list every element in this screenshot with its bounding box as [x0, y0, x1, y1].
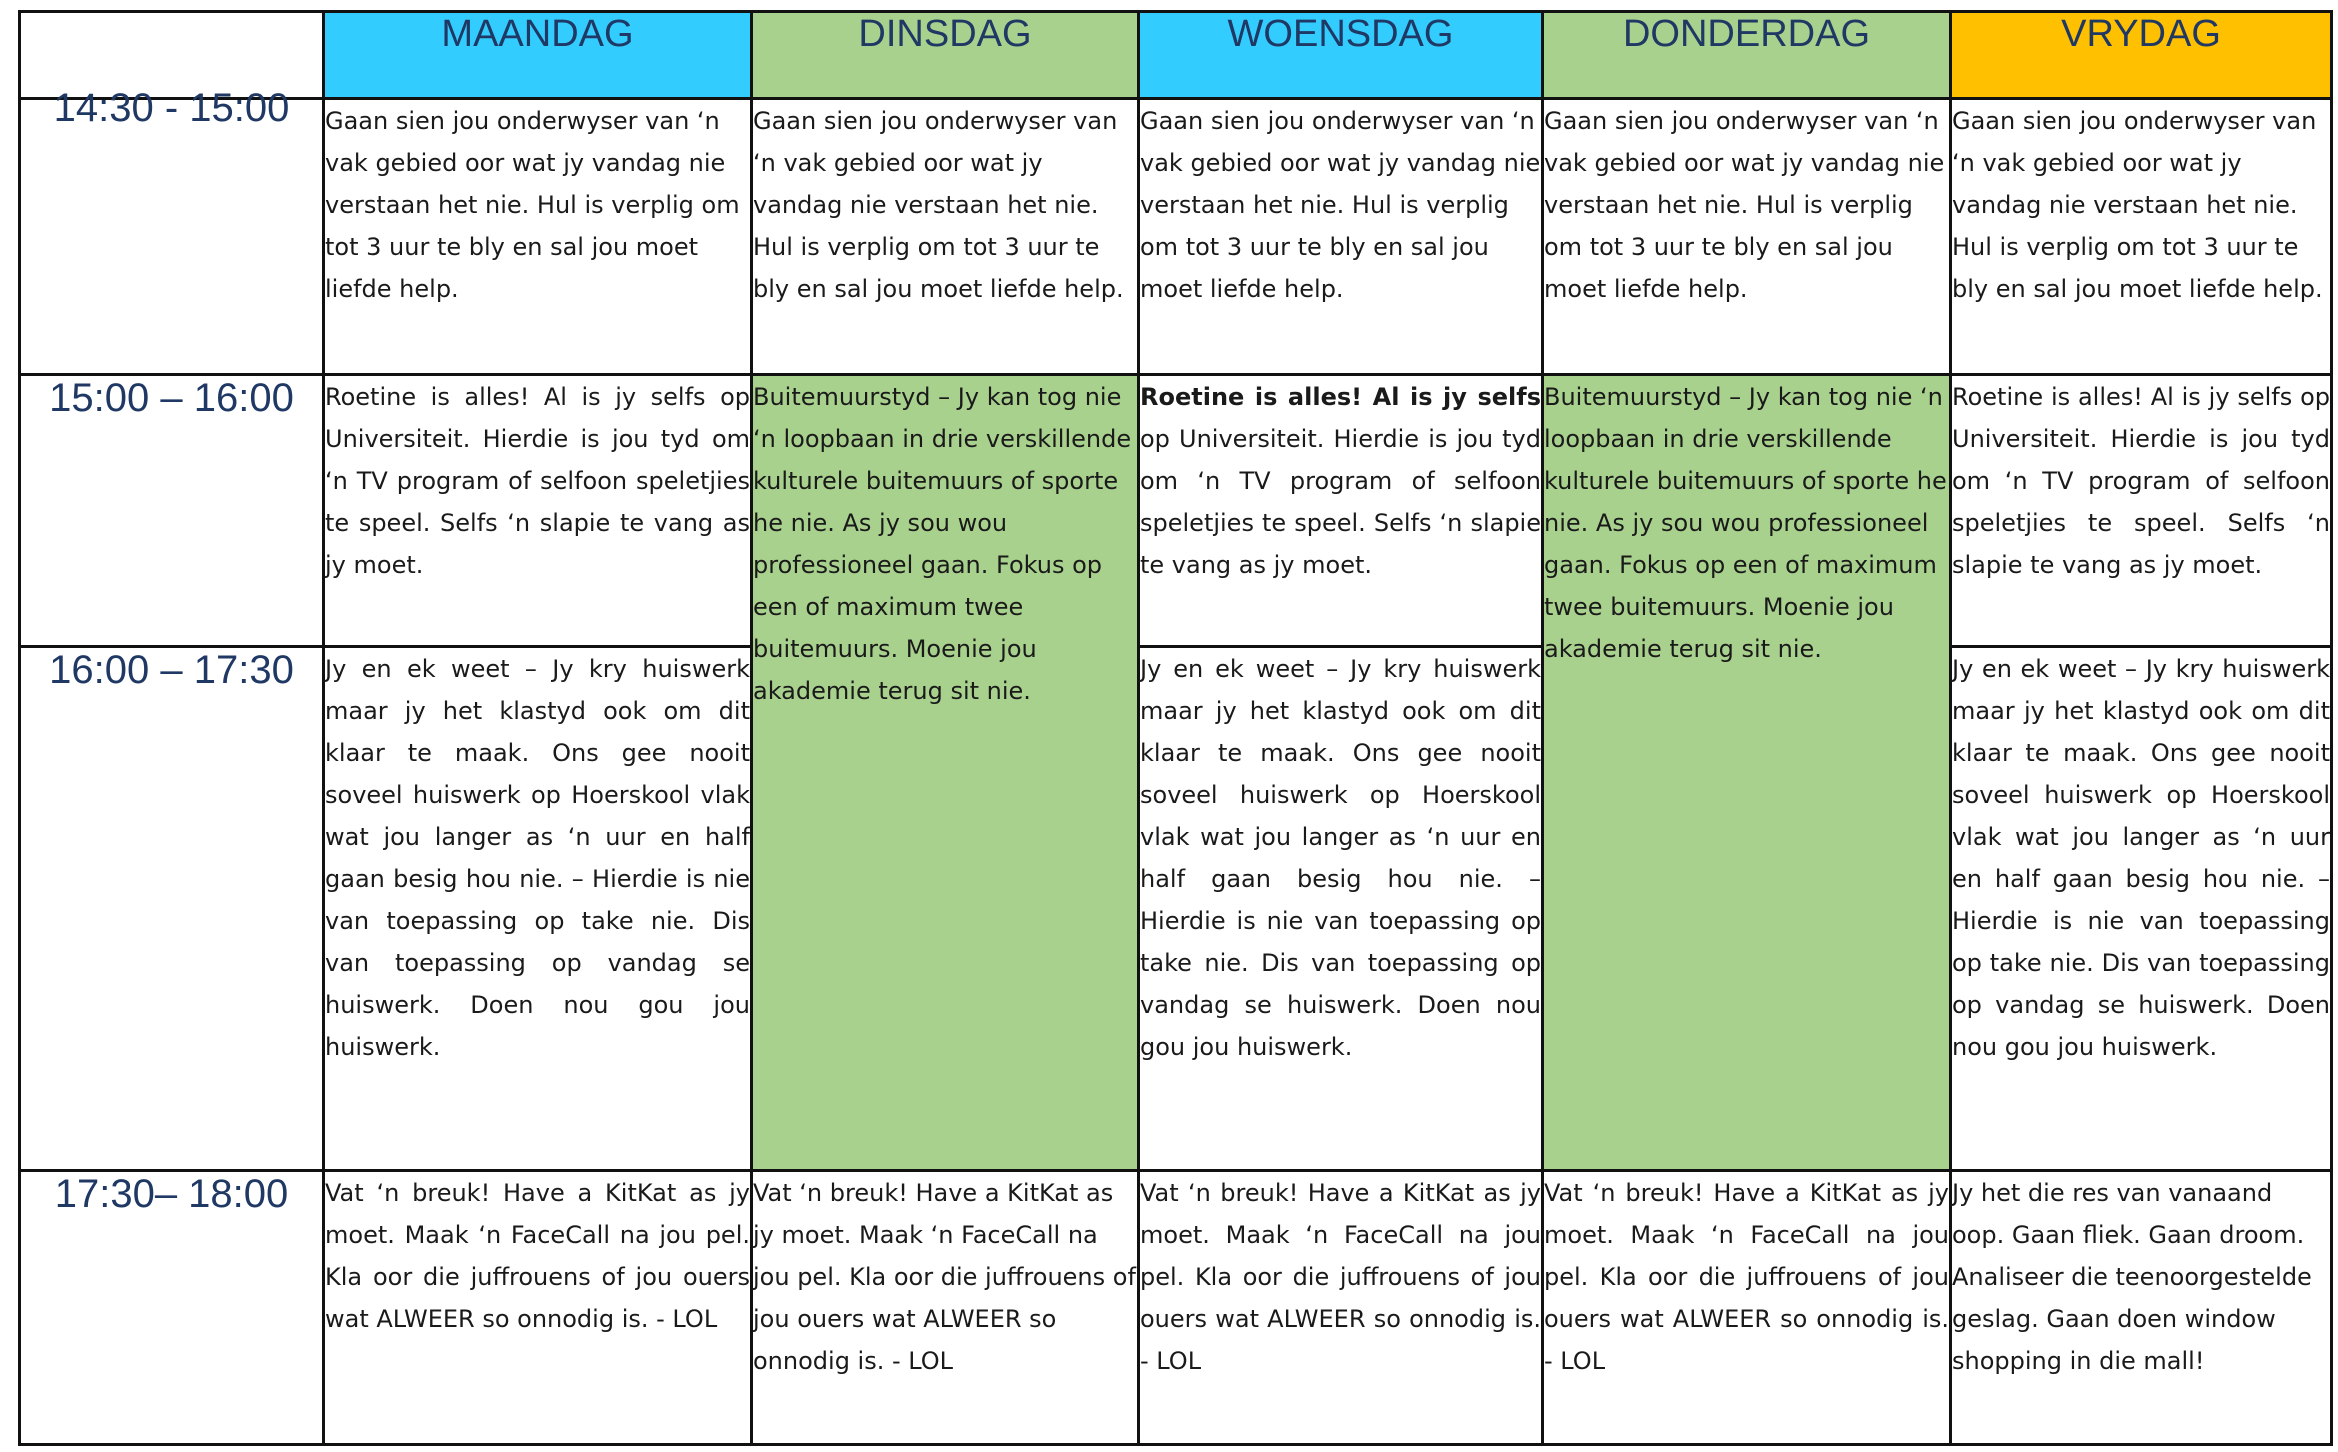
activity-cell-dinsdag-extramural: Buitemuurstyd – Jy kan tog nie ‘n loopbaan in drie verskillende kulturele buitemuurs of sporte he nie. As jy sou wou professioneel gaan. Fokus op een of maximum twee buitemuurs. Moenie jou akademie terug sit nie. [752, 375, 1139, 1171]
day-header-donderdag: DONDERDAG [1543, 12, 1951, 99]
time-slot-label [20, 86, 324, 375]
activity-cell-maandag: Jy en ek weet – Jy kry huiswerk maar jy het klastyd ook om dit klaar te maak. Ons gee nooit soveel huiswerk op Hoerskool vlak wat jou langer as ‘n uur en half gaan besig hou nie. – Hierdie is nie van toepassing op take nie. Dis van toepassing op vandag se huiswerk. Doen nou gou jou huiswerk. [324, 647, 752, 1171]
activity-cell-dinsdag: Vat ‘n breuk! Have a KitKat as jy moet. Maak ‘n FaceCall na jou pel. Kla oor die juffrouens of jou ouers wat ALWEER so onnodig is. - LOL [752, 1171, 1139, 1445]
header-row [20, 12, 2332, 99]
activity-cell-woensdag [1139, 375, 1543, 647]
activity-cell-vrydag: Jy en ek weet – Jy kry huiswerk maar jy het klastyd ook om dit klaar te maak. Ons gee nooit soveel huiswerk op Hoerskool vlak wat jou langer as ‘n uur en half gaan besig hou nie. – Hierdie is nie van toepassing op take nie. Dis van toepassing op vandag se huiswerk. Doen nou gou jou huiswerk. [1951, 647, 2332, 1171]
day-header-maandag: MAANDAG [324, 12, 752, 99]
time-slot-label: 16:00 – 17:30 [20, 647, 324, 1171]
activity-cell-vrydag: Roetine is alles! Al is jy selfs op Universiteit. Hierdie is jou tyd om ‘n TV program of selfoon speletjies te speel. Selfs ‘n slapie te vang as jy moet. [1951, 375, 2332, 647]
activity-cell-vrydag: Jy het die res van vanaand oop. Gaan fliek. Gaan droom. Analiseer die teenoorgestelde geslag. Gaan doen window shopping in die mall! [1951, 1171, 2332, 1445]
activity-cell-donderdag: Gaan sien jou onderwyser van ‘n vak gebied oor wat jy vandag nie verstaan het nie. Hul is verplig om tot 3 uur te bly en sal jou moet liefde help. [1543, 99, 1951, 375]
cell-body-text: op Universiteit. Hierdie is jou tyd om ‘n TV program of selfoon speletjies te speel. Selfs ‘n slapie te vang as jy moet. [1140, 425, 1541, 579]
time-slot-text: 14:30 - 15:00 [53, 86, 290, 130]
day-header-vrydag: VRYDAG [1951, 12, 2332, 99]
activity-cell-donderdag-extramural: Buitemuurstyd – Jy kan tog nie ‘n loopbaan in drie verskillende kulturele buitemuurs of sporte he nie. As jy sou wou professioneel gaan. Fokus op een of maximum twee buitemuurs. Moenie jou akademie terug sit nie. [1543, 375, 1951, 1171]
activity-cell-woensdag: Gaan sien jou onderwyser van ‘n vak gebied oor wat jy vandag nie verstaan het nie. Hul is verplig om tot 3 uur te bly en sal jou moet liefde help. [1139, 99, 1543, 375]
day-header-dinsdag: DINSDAG [752, 12, 1139, 99]
time-row [20, 375, 2332, 647]
time-row [20, 99, 2332, 375]
activity-cell-vrydag: Gaan sien jou onderwyser van ‘n vak gebied oor wat jy vandag nie verstaan het nie. Hul is verplig om tot 3 uur te bly en sal jou moet liefde help. [1951, 99, 2332, 375]
time-row [20, 1171, 2332, 1445]
activity-cell-woensdag: Jy en ek weet – Jy kry huiswerk maar jy het klastyd ook om dit klaar te maak. Ons gee nooit soveel huiswerk op Hoerskool vlak wat jou langer as ‘n uur en half gaan besig hou nie. – Hierdie is nie van toepassing op take nie. Dis van toepassing op vandag se huiswerk. Doen nou gou jou huiswerk. [1139, 647, 1543, 1171]
activity-cell-maandag: Gaan sien jou onderwyser van ‘n vak gebied oor wat jy vandag nie verstaan het nie. Hul is verplig om tot 3 uur te bly en sal jou moet liefde help. [324, 99, 752, 375]
time-slot-label: 17:30– 18:00 [20, 1171, 324, 1445]
time-slot-label: 15:00 – 16:00 [20, 375, 324, 647]
time-row [20, 647, 2332, 1171]
activity-cell-woensdag: Vat ‘n breuk! Have a KitKat as jy moet. Maak ‘n FaceCall na jou pel. Kla oor die juffrouens of jou ouers wat ALWEER so onnodig is. - LOL [1139, 1171, 1543, 1445]
activity-cell-dinsdag: Gaan sien jou onderwyser van ‘n vak gebied oor wat jy vandag nie verstaan het nie. Hul is verplig om tot 3 uur te bly en sal jou moet liefde help. [752, 99, 1139, 375]
weekly-schedule-table [18, 10, 2333, 1446]
activity-cell-maandag: Vat ‘n breuk! Have a KitKat as jy moet. Maak ‘n FaceCall na jou pel. Kla oor die juffrouens of jou ouers wat ALWEER so onnodig is. - LOL [324, 1171, 752, 1445]
day-header-woensdag: WOENSDAG [1139, 12, 1543, 99]
activity-cell-maandag: Roetine is alles! Al is jy selfs op Universiteit. Hierdie is jou tyd om ‘n TV program of selfoon speletjies te speel. Selfs ‘n slapie te vang as jy moet. [324, 375, 752, 647]
bold-lead-text: Roetine is alles! Al is jy selfs [1140, 383, 1541, 411]
activity-cell-donderdag: Vat ‘n breuk! Have a KitKat as jy moet. Maak ‘n FaceCall na jou pel. Kla oor die juffrouens of jou ouers wat ALWEER so onnodig is. - LOL [1543, 1171, 1951, 1445]
